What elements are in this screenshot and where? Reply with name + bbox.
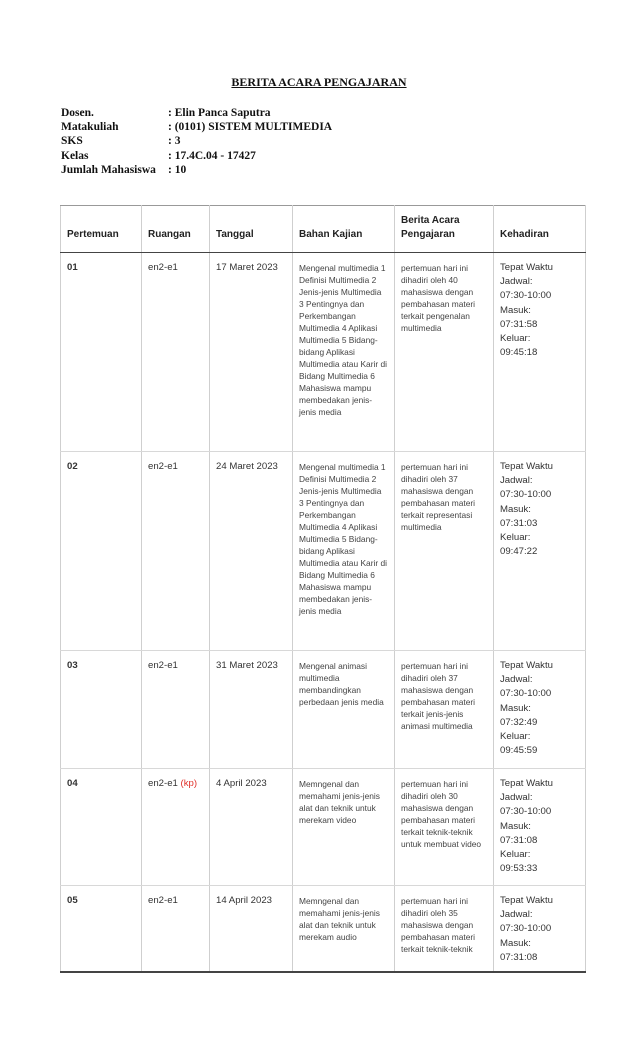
attendance-masuk: 07:31:08 <box>500 834 538 846</box>
cell-bahan-kajian: Mengenal animasi multimedia membandingkan perbedaan jenis media <box>293 651 395 769</box>
cell-bahan-kajian: Memngenal dan memahami jenis-jenis alat dan teknik untuk merekam video <box>293 769 395 886</box>
attendance-jadwal: 07:30-10:00 <box>500 806 552 818</box>
cell-bahan-kajian: Mengenal multimedia 1 Definisi Multimedia 2 Jenis-jenis Multimedia 3 Pentingnya dan Perkembangan Multimedia 4 Aplikasi Multimedia 5 Bidang-bidang Aplikasi Multimedia atau Karir di Bidang Multimedia 6 Mahasiswa mampu membedakan jenis-jenis media <box>293 452 395 651</box>
info-value: : 17.4C.04 - 17427 <box>168 149 256 162</box>
attendance-jadwal: 07:30-10:00 <box>500 923 552 935</box>
attendance-jadwal-label: Jadwal: <box>500 674 533 686</box>
header-ruangan: Ruangan <box>142 206 210 253</box>
page-title: BERITA ACARA PENGAJARAN <box>231 75 407 89</box>
attendance-keluar-label: Keluar: <box>500 532 531 544</box>
room-code: en2-e1 <box>148 262 178 273</box>
cell-tanggal: 24 Maret 2023 <box>210 452 293 651</box>
attendance-masuk-label: Masuk: <box>500 503 531 515</box>
cell-ruangan <box>142 452 210 651</box>
attendance-status: Tepat Waktu <box>500 262 553 273</box>
table-header-row <box>61 206 586 253</box>
info-label: Kelas <box>61 149 89 162</box>
attendance-masuk: 07:32:49 <box>500 716 538 728</box>
cell-berita-acara: pertemuan hari ini dihadiri oleh 37 mahasiswa dengan pembahasan materi terkait jenis-jenis animasi multimedia <box>395 651 494 769</box>
cell-kehadiran <box>494 886 586 973</box>
cell-tanggal: 17 Maret 2023 <box>210 253 293 452</box>
table-row <box>61 253 586 452</box>
room-code: en2-e1 <box>148 461 178 472</box>
room-code: en2-e1 <box>148 895 178 906</box>
attendance-status: Tepat Waktu <box>500 660 553 671</box>
attendance-jadwal: 07:30-10:00 <box>500 489 552 501</box>
cell-ruangan <box>142 886 210 973</box>
attendance-jadwal: 07:30-10:00 <box>500 290 552 302</box>
cell-pertemuan: 05 <box>61 886 142 973</box>
attendance-keluar: 09:53:33 <box>500 863 538 875</box>
cell-bahan-kajian: Memngenal dan memahami jenis-jenis alat dan teknik untuk merekam audio <box>293 886 395 973</box>
cell-pertemuan: 02 <box>61 452 142 651</box>
cell-berita-acara: pertemuan hari ini dihadiri oleh 37 mahasiswa dengan pembahasan materi terkait representasi multimedia <box>395 452 494 651</box>
cell-tanggal: 4 April 2023 <box>210 769 293 886</box>
info-row-jumlah-mahasiswa <box>61 163 332 177</box>
table-row <box>61 452 586 651</box>
attendance-jadwal-label: Jadwal: <box>500 909 533 921</box>
room-code: en2-e1 <box>148 778 178 789</box>
header-kehadiran: Kehadiran <box>494 206 586 253</box>
info-label: SKS <box>61 135 83 148</box>
attendance-jadwal: 07:30-10:00 <box>500 688 552 700</box>
cell-ruangan <box>142 769 210 886</box>
room-code: en2-e1 <box>148 660 178 671</box>
attendance-masuk-label: Masuk: <box>500 820 531 832</box>
cell-ruangan <box>142 651 210 769</box>
attendance-status: Tepat Waktu <box>500 778 553 789</box>
info-value: : 10 <box>168 163 187 176</box>
attendance-masuk-label: Masuk: <box>500 702 531 714</box>
info-label: Jumlah Mahasiswa <box>61 163 156 176</box>
info-label: Matakuliah <box>61 121 119 134</box>
cell-bahan-kajian: Mengenal multimedia 1 Definisi Multimedia 2 Jenis-jenis Multimedia 3 Pentingnya dan Perkembangan Multimedia 4 Aplikasi Multimedia 5 Bidang-bidang Aplikasi Multimedia atau Karir di Bidang Multimedia 6 Mahasiswa mampu membedakan jenis-jenis media <box>293 253 395 452</box>
attendance-keluar: 09:47:22 <box>500 546 538 558</box>
info-value: : Elin Panca Saputra <box>168 107 271 119</box>
table-row <box>61 886 586 973</box>
attendance-masuk: 07:31:58 <box>500 318 538 330</box>
attendance-jadwal-label: Jadwal: <box>500 792 533 804</box>
cell-kehadiran <box>494 651 586 769</box>
attendance-keluar: 09:45:18 <box>500 347 538 359</box>
cell-pertemuan: 03 <box>61 651 142 769</box>
attendance-jadwal-label: Jadwal: <box>500 276 533 288</box>
table-row <box>61 769 586 886</box>
cell-berita-acara: pertemuan hari ini dihadiri oleh 30 mahasiswa dengan pembahasan materi terkait teknik-teknik untuk membuat video <box>395 769 494 886</box>
cell-pertemuan: 01 <box>61 253 142 452</box>
room-note: (kp) <box>180 778 198 789</box>
attendance-keluar-label: Keluar: <box>500 731 531 743</box>
header-berita-acara: Berita Acara Pengajaran <box>395 206 494 253</box>
cell-kehadiran <box>494 769 586 886</box>
course-info <box>61 106 332 177</box>
info-value: : 3 <box>168 135 181 148</box>
cell-ruangan <box>142 253 210 452</box>
cell-kehadiran <box>494 253 586 452</box>
attendance-status: Tepat Waktu <box>500 895 553 906</box>
attendance-masuk-label: Masuk: <box>500 937 531 949</box>
info-row-dosen <box>61 106 332 120</box>
info-row-kelas <box>61 149 332 163</box>
attendance-masuk: 07:31:08 <box>500 951 538 963</box>
attendance-masuk-label: Masuk: <box>500 304 531 316</box>
attendance-keluar-label: Keluar: <box>500 333 531 345</box>
attendance-jadwal-label: Jadwal: <box>500 475 533 487</box>
info-row-matakuliah <box>61 120 332 134</box>
header-bahan-kajian: Bahan Kajian <box>293 206 395 253</box>
cell-kehadiran <box>494 452 586 651</box>
attendance-table <box>60 205 586 973</box>
info-value: : (0101) SISTEM MULTIMEDIA <box>168 121 333 134</box>
cell-pertemuan: 04 <box>61 769 142 886</box>
cell-berita-acara: pertemuan hari ini dihadiri oleh 35 mahasiswa dengan pembahasan materi terkait teknik-teknik <box>395 886 494 973</box>
attendance-masuk: 07:31:03 <box>500 517 538 529</box>
attendance-keluar-label: Keluar: <box>500 849 531 861</box>
info-row-sks <box>61 134 332 148</box>
info-label: Dosen. <box>61 107 94 119</box>
table-row <box>61 651 586 769</box>
header-pertemuan: Pertemuan <box>61 206 142 253</box>
attendance-status: Tepat Waktu <box>500 461 553 472</box>
header-tanggal: Tanggal <box>210 206 293 253</box>
cell-tanggal: 31 Maret 2023 <box>210 651 293 769</box>
cell-berita-acara: pertemuan hari ini dihadiri oleh 40 mahasiswa dengan pembahasan materi terkait pengenalan multimedia <box>395 253 494 452</box>
cell-tanggal: 14 April 2023 <box>210 886 293 973</box>
attendance-keluar: 09:45:59 <box>500 745 538 757</box>
